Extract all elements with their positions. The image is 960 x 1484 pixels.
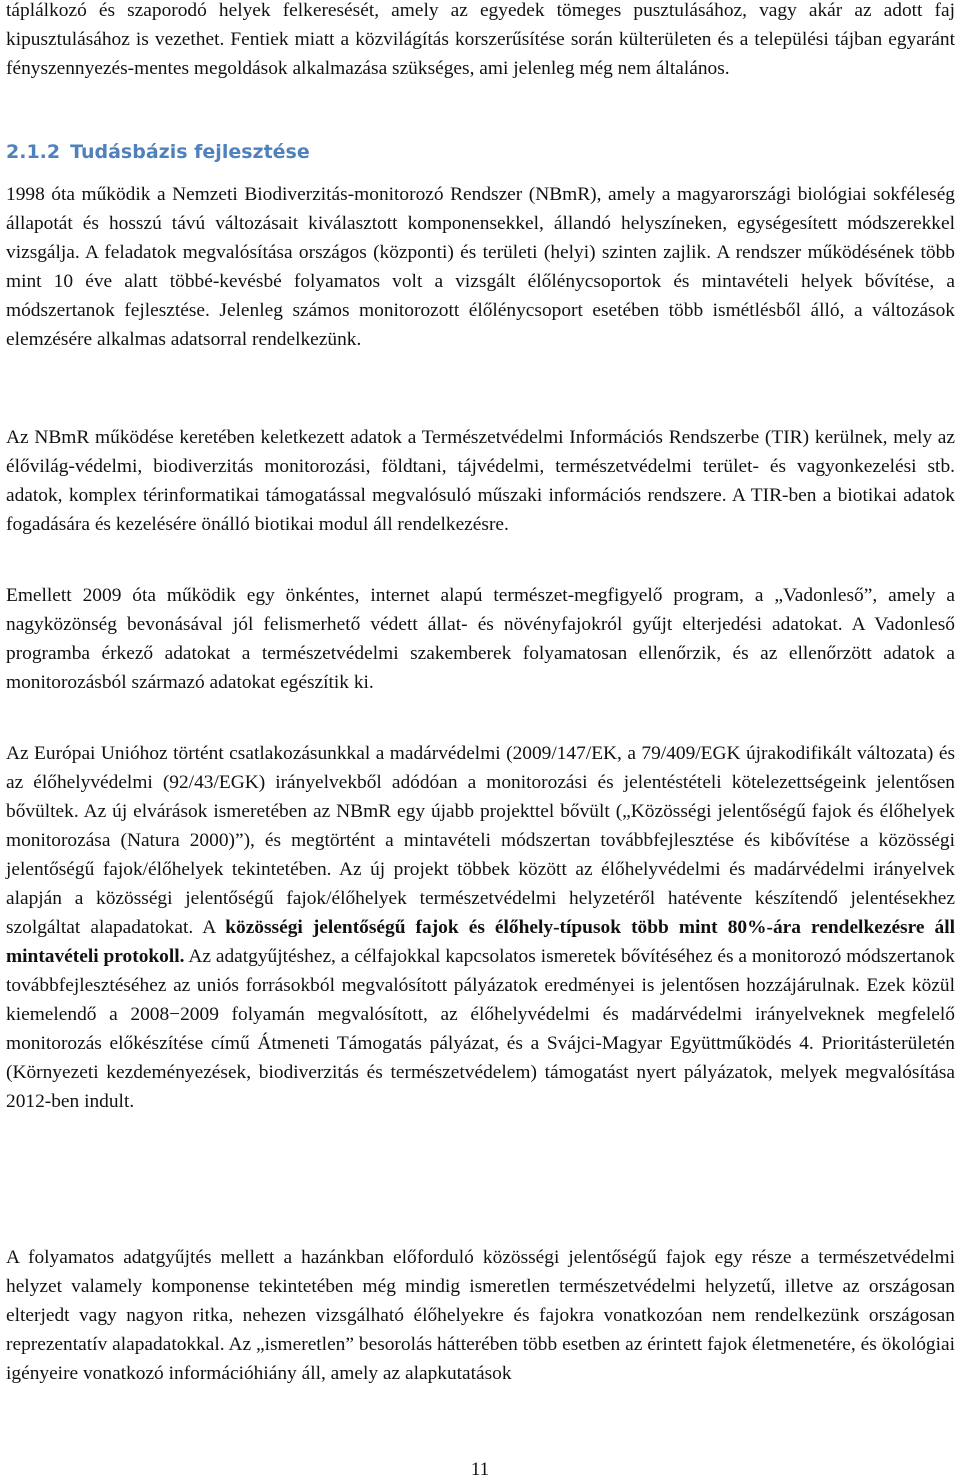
page-number: 11 (470, 1459, 490, 1480)
paragraph-eu-bold: közösségi jelentőségű fajok és élőhely-típusok több mint 80%-ára rendelkezésre áll mintavételi protokoll. (6, 917, 955, 967)
paragraph-eu-text-before: Az Európai Unióhoz történt csatlakozásunkkal a madárvédelmi (2009/147/EK, a 79/409/EGK újrakodifikált változata) és az élőhelyvédelmi (92/43/EGK) irányelvekből adódóan a monitorozási és jelentéstételi kötelezettségeink jelentősen bővültek. Az új elvárások ismeretében az NBmR egy újabb projekttel bővült („Közösségi jelentőségű fajok és élőhelyek monitorozása (Natura 2000)”), és megtörtént a mintavételi módszertan továbbfejlesztése és kibővítése a közösségi jelentőségű fajok/élőhelyek tekintetében. Az új projekt többek között az élőhelyvédelmi és madárvédelmi irányelvek alapján a közösségi jelentőségű fajok/élőhelyek természetvédelmi helyzetéről hatévente készítendő jelentésekhez szolgáltat alapadatokat. A (6, 743, 955, 938)
section-title: Tudásbázis fejlesztése (70, 141, 310, 163)
paragraph-tir: Az NBmR működése keretében keletkezett adatok a Természetvédelmi Információs Rendszerbe (TIR) kerülnek, mely az élővilág-védelmi, biodiverzitás monitorozási, földtani, tájvédelmi, természetvédelmi terület- és vagyonkezelési stb. adatok, komplex térinformatikai támogatással megvalósuló műszaki információs rendszere. A TIR-ben a biotikai adatok fogadására és kezelésére önálló biotikai modul áll rendelkezésre. (6, 427, 955, 535)
paragraph-eu (6, 739, 955, 1116)
paragraph-nbmr: 1998 óta működik a Nemzeti Biodiverzitás-monitorozó Rendszer (NBmR), amely a magyarországi biológiai sokféleség állapotát és hosszú távú változásait kiválasztott komponensekkel, állandó helyszíneken, egységesített módszerekkel vizsgálja. A feladatok megvalósítása országos (központi) és területi (helyi) szinten zajlik. A rendszer működésének több mint 10 éve alatt többé-kevésbé folyamatos volt a vizsgált élőlénycsoportok és mintavételi helyek bővítése, a módszertanok fejlesztése. Jelenleg számos monitorozott élőlénycsoport esetében több ismétlésből álló, a változások elemzésére alkalmas adatsorral rendelkezünk. (6, 184, 955, 350)
paragraph-vadonleso: Emellett 2009 óta működik egy önkéntes, internet alapú természet-megfigyelő program, a „Vadonleső”, amely a nagyközönség bevonásával jól felismerhető védett állat- és növényfajokról gyűjt elterjedési adatokat. A Vadonleső programba érkező adatokat a természetvédelmi szakemberek folyamatosan ellenőrzik, és az ellenőrzött adatok a monitorozásból származó adatokat egészítik ki. (6, 585, 955, 693)
paragraph-eu-text-after: Az adatgyűjtéshez, a célfajokkal kapcsolatos ismeretek bővítéséhez és a monitorozó módszertanok továbbfejlesztéséhez az uniós forrásokból megvalósított pályázatok eredményei is jelentősen hozzájárulnak. Ezek közül kiemelendő a 2008−2009 folyamán megvalósított, az élőhelyvédelmi és madárvédelmi irányelveknek megfelelő monitorozás előkészítése című Átmeneti Támogatás pályázat, és a Svájci-Magyar Együttműködés 4. Prioritásterületén (Környezeti kezdeményezések, biodiverzitás és természetvédelem) támogatást nyert pályázatok, melyek megvalósítása 2012-ben indult. (6, 946, 955, 1112)
paragraph-last: A folyamatos adatgyűjtés mellett a hazánkban előforduló közösségi jelentőségű fajok egy része a természetvédelmi helyzet valamely komponense tekintetében még mindig ismeretlen természetvédelmi helyzetű, illetve az országosan elterjedt vagy nagyon ritka, nehezen vizsgálható élőhelyekre és fajokra vonatkozóan nem rendelkezünk országosan reprezentatív alapadatokkal. Az „ismeretlen” besorolás hátterében több esetben az érintett fajok életmenetére, és ökológiai igényeire vonatkozó információhiány áll, amely az alapkutatások (6, 1247, 955, 1384)
section-number: 2.1.2 (6, 141, 61, 163)
section-heading (6, 138, 310, 167)
paragraph-intro: táplálkozó és szaporodó helyek felkeresését, amely az egyedek tömeges pusztulásához, vagy akár az adott faj kipusztulásához is vezethet. Fentiek miatt a közvilágítás korszerűsítése során külterületen és a települési tájban egyaránt fényszennyezés-mentes megoldások alkalmazása szükséges, ami jelenleg még nem általános. (6, 0, 955, 79)
